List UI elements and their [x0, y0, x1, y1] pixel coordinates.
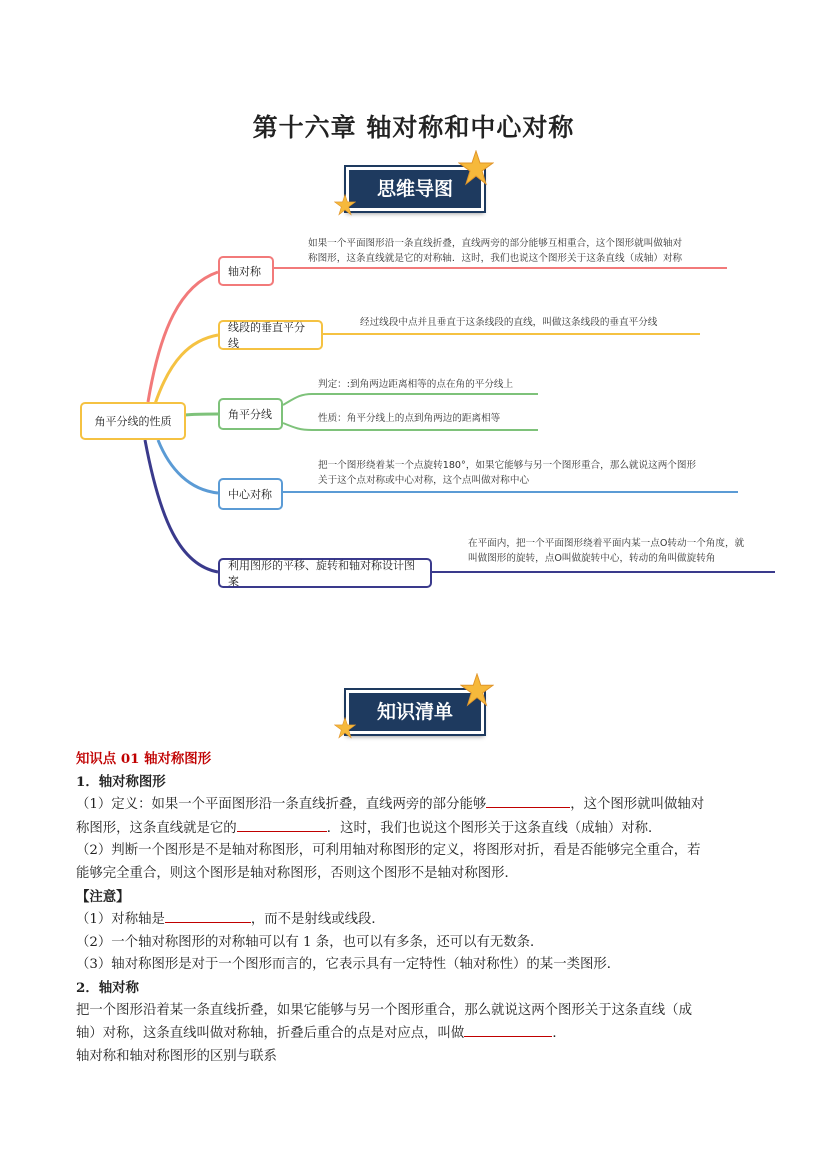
page-title: 第十六章 轴对称和中心对称 [252, 113, 575, 142]
paragraph [76, 817, 756, 841]
knowledge-content [76, 748, 756, 1068]
knowledge-banner [330, 673, 500, 743]
text: （1）对称轴是 [76, 912, 165, 928]
paragraph: 轴对称和轴对称图形的区别与联系 [76, 1048, 277, 1064]
fill-blank[interactable] [486, 793, 570, 808]
section-heading: 2．轴对称 [76, 979, 139, 996]
branch-central-symmetry-text [318, 458, 738, 488]
branch-perpendicular-bisector [218, 320, 323, 350]
text: ． [552, 1026, 566, 1042]
mindmap-banner-label: 思维导图 [346, 167, 484, 211]
fill-blank[interactable] [237, 817, 327, 832]
text: ，而不是射线或线段． [250, 912, 385, 928]
text-line: 叫做图形的旋转，点O叫做旋转中心，转动的角叫做旋转角 [468, 553, 716, 564]
paragraph [76, 908, 756, 932]
mindmap-root-label: 角平分线的性质 [94, 415, 172, 428]
star-icon [334, 717, 356, 739]
text-line: 经过线段中点并且垂直于这条线段的直线，叫做这条线段的垂直平分线 [360, 317, 658, 328]
branch-label: 线段的垂直平分线 [228, 321, 305, 350]
branch-axial-symmetry-text [308, 236, 728, 266]
knowledge-banner-label: 知识清单 [346, 690, 484, 734]
knowledge-point-heading: 知识点 01 轴对称图形 [76, 751, 212, 767]
text-line: 把一个图形绕着某一个点旋转180°，如果它能够与另一个图形重合，那么就说这两个图形 [318, 460, 697, 471]
branch-label: 中心对称 [228, 488, 272, 501]
paragraph: 把一个图形沿着某一条直线折叠，如果它能够与另一个图形重合，那么就说这两个图形关于这条直线（成 [76, 1002, 692, 1018]
branch-label: 轴对称 [228, 265, 261, 278]
branch-angle-bisector-judgment: 判定：:到角两边距离相等的点在角的平分线上 [318, 379, 514, 390]
branch-central-symmetry [218, 478, 283, 510]
branch-label: 角平分线 [228, 408, 272, 421]
paragraph: （3）轴对称图形是对于一个图形而言的，它表示具有一定特性（轴对称性）的某一类图形． [76, 957, 621, 973]
section-heading: 1．轴对称图形 [76, 773, 166, 790]
branch-angle-bisector [218, 398, 283, 430]
paragraph: （2）一个轴对称图形的对称轴可以有 1 条，也可以有多条，还可以有无数条． [76, 934, 544, 950]
text-line: 在平面内，把一个平面图形绕着平面内某一点O转动一个角度，就 [468, 538, 745, 549]
paragraph [76, 1022, 756, 1046]
mindmap-root [80, 402, 186, 440]
paragraph: 能够完全重合，则这个图形是轴对称图形，否则这个图形不是轴对称图形． [76, 865, 518, 881]
note-heading: 【注意】 [76, 888, 130, 905]
text: ，这个图形就叫做轴对 [570, 797, 705, 813]
branch-axial-symmetry [218, 256, 274, 286]
branch-design-patterns-text [468, 536, 808, 566]
branch-design-patterns [218, 558, 432, 588]
branch-angle-bisector-property: 性质：角平分线上的点到角两边的距离相等 [318, 413, 501, 424]
text: 轴）对称，这条直线叫做对称轴，折叠后重合的点是对应点，叫做 [76, 1026, 465, 1042]
paragraph [76, 793, 756, 817]
fill-blank[interactable] [464, 1022, 552, 1037]
text-line: 称图形，这条直线就是它的对称轴．这时，我们也说这个图形关于这条直线（成轴）对称 [308, 253, 683, 264]
text: 称图形，这条直线就是它的 [76, 820, 237, 836]
text-line: 关于这个点对称或中心对称，这个点叫做对称中心 [318, 475, 530, 486]
branch-label: 利用图形的平移、旋转和轴对称设计图案 [228, 559, 415, 588]
fill-blank[interactable] [165, 908, 251, 923]
star-icon [460, 673, 494, 707]
paragraph: （2）判断一个图形是不是轴对称图形，可利用轴对称图形的定义，将图形对折，看是否能够完全重合，若 [76, 843, 701, 859]
text-line: 如果一个平面图形沿一条直线折叠，直线两旁的部分能够互相重合，这个图形就叫做轴对 [308, 238, 683, 249]
text: ．这时，我们也说这个图形关于这条直线（成轴）对称． [326, 820, 662, 836]
text: （1）定义：如果一个平面图形沿一条直线折叠，直线两旁的部分能够 [76, 797, 487, 813]
branch-perpendicular-bisector-text [360, 315, 700, 330]
